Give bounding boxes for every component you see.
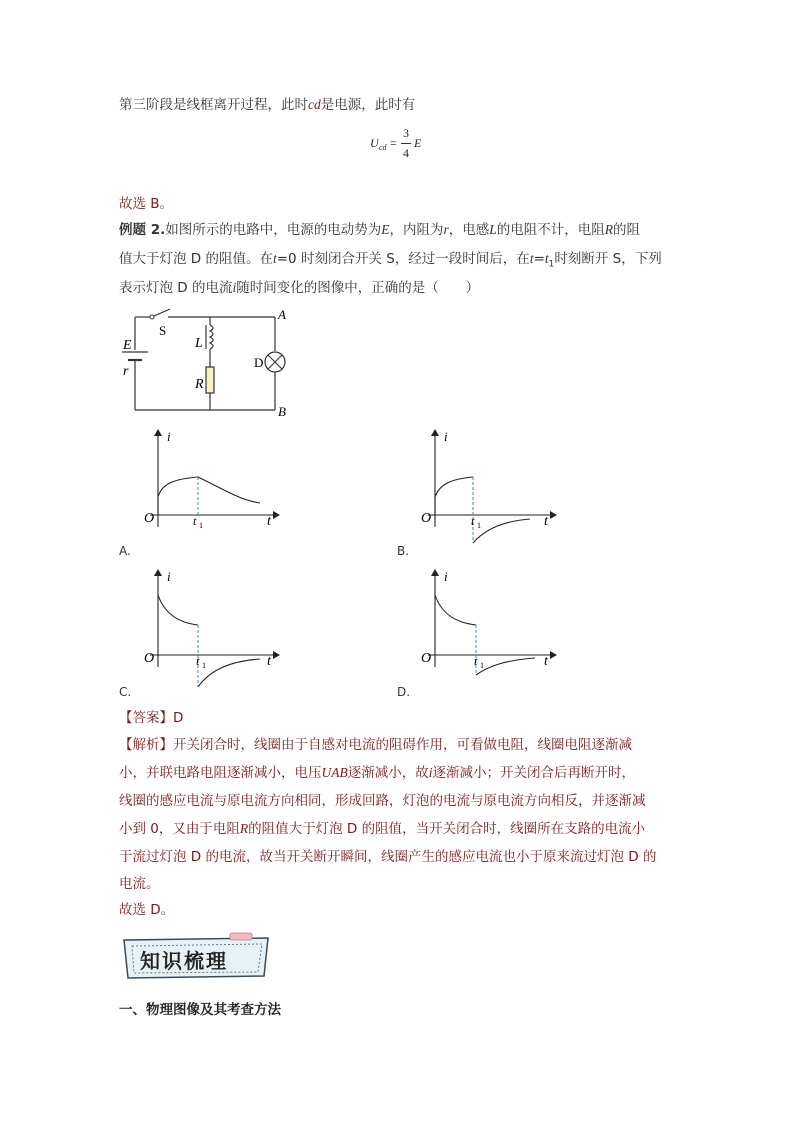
graph-c-y-label: i — [167, 569, 171, 584]
banner-title: 知识梳理 — [140, 949, 228, 973]
graph-c-t1: t — [196, 654, 200, 668]
analysis-line-3: 线圈的感应电流与原电流方向相同，形成回路，灯泡的电流与原电流方向相反，并逐渐减 — [119, 793, 646, 809]
inductor-coil — [210, 325, 213, 349]
graph-a-origin: O — [144, 511, 155, 526]
answer: 【答案】D — [119, 710, 184, 726]
graph-d — [400, 565, 570, 680]
label-l: L — [195, 336, 203, 351]
label-e: E — [123, 338, 132, 353]
analysis-line-2: 小，并联电路电阻逐渐减小，电压UAB逐渐减小，故i逐渐减小；开关闭合后再断开时， — [119, 765, 636, 781]
equation: U cd = 3 4 E — [370, 126, 422, 160]
graph-b-t1: t — [471, 514, 475, 528]
graph-d-curve-down — [435, 595, 476, 625]
analysis-line-1: 【解析】开关闭合时，线圈由于自感对电流的阻碍作用，可看做电阻，线圈电阻逐渐减 — [119, 737, 632, 753]
section-heading: 一、物理图像及其考查方法 — [119, 1002, 281, 1018]
graph-a-y-label: i — [167, 429, 171, 444]
label-d: D — [254, 355, 264, 370]
conclusion-d: 故选 D。 — [119, 902, 175, 918]
graph-b-curve-down — [473, 519, 530, 543]
switch-lever — [154, 309, 170, 316]
graph-a-t1-sub: 1 — [199, 521, 203, 530]
question-line-3: 表示灯泡 D 的电流i随时间变化的图像中，正确的是（ ） — [119, 280, 480, 296]
switch-contact — [150, 315, 154, 319]
label-s: S — [159, 323, 167, 338]
option-c: C. — [119, 685, 132, 699]
graph-d-t1-sub: 1 — [480, 661, 484, 670]
graph-c-origin: O — [144, 651, 155, 666]
option-d: D. — [397, 685, 411, 699]
graph-d-curve-neg — [476, 658, 535, 675]
question-line-2: 值大于灯泡 D 的阻值。在t=0 时刻闭合开关 S，经过一段时间后，在$t=t_1$时刻断开 S，下列 — [119, 251, 662, 270]
graph-d-origin: O — [421, 651, 432, 666]
graph-a — [120, 425, 290, 540]
analysis-line-4: 小到 0，又由于电阻R的阻值大于灯泡 D 的阻值，当开关闭合时，线圈所在支路的电流小 — [119, 821, 646, 837]
graph-c-t1-sub: 1 — [202, 661, 206, 670]
label-a: A — [278, 307, 286, 322]
graph-b — [400, 425, 570, 550]
graph-b-y-label: i — [444, 429, 448, 444]
question-line-1: 例题 2.如图所示的电路中，电源的电动势为E，内阻为r，电感L的电阻不计，电阻R的阻 — [119, 222, 641, 238]
graph-c-curve-down — [158, 595, 198, 625]
analysis-line-5: 于流过灯泡 D 的电流，故当开关断开瞬间，线圈产生的感应电流也小于原来流过灯泡 D 的 — [119, 849, 657, 865]
section-banner — [118, 932, 278, 982]
conclusion-b: 故选 B。 — [119, 196, 174, 212]
graph-b-x-label: t — [544, 514, 548, 529]
graph-c-x-label: t — [267, 654, 271, 669]
label-r-resistor: R — [195, 377, 204, 392]
graph-d-t1: t — [474, 654, 478, 668]
label-r: r — [123, 364, 129, 379]
option-a: A. — [119, 544, 131, 558]
intro-line: 第三阶段是线框离开过程，此时cd是电源，此时有 — [119, 97, 416, 113]
label-b: B — [278, 404, 286, 419]
graph-b-curve-up — [435, 477, 473, 515]
graph-d-y-label: i — [444, 569, 448, 584]
option-b: B. — [397, 544, 410, 558]
graph-a-x-label: t — [267, 514, 271, 529]
graph-a-t1: t — [193, 514, 197, 528]
resistor-icon — [206, 367, 214, 393]
paperclip-icon — [230, 933, 252, 940]
circuit-diagram — [110, 305, 300, 420]
graph-b-t1-sub: 1 — [477, 521, 481, 530]
graph-b-origin: O — [421, 511, 432, 526]
graph-c — [120, 565, 290, 690]
graph-a-curve — [158, 477, 260, 515]
analysis-line-6: 电流。 — [119, 876, 160, 892]
graph-d-x-label: t — [544, 654, 548, 669]
graph-c-curve-neg — [198, 659, 260, 687]
